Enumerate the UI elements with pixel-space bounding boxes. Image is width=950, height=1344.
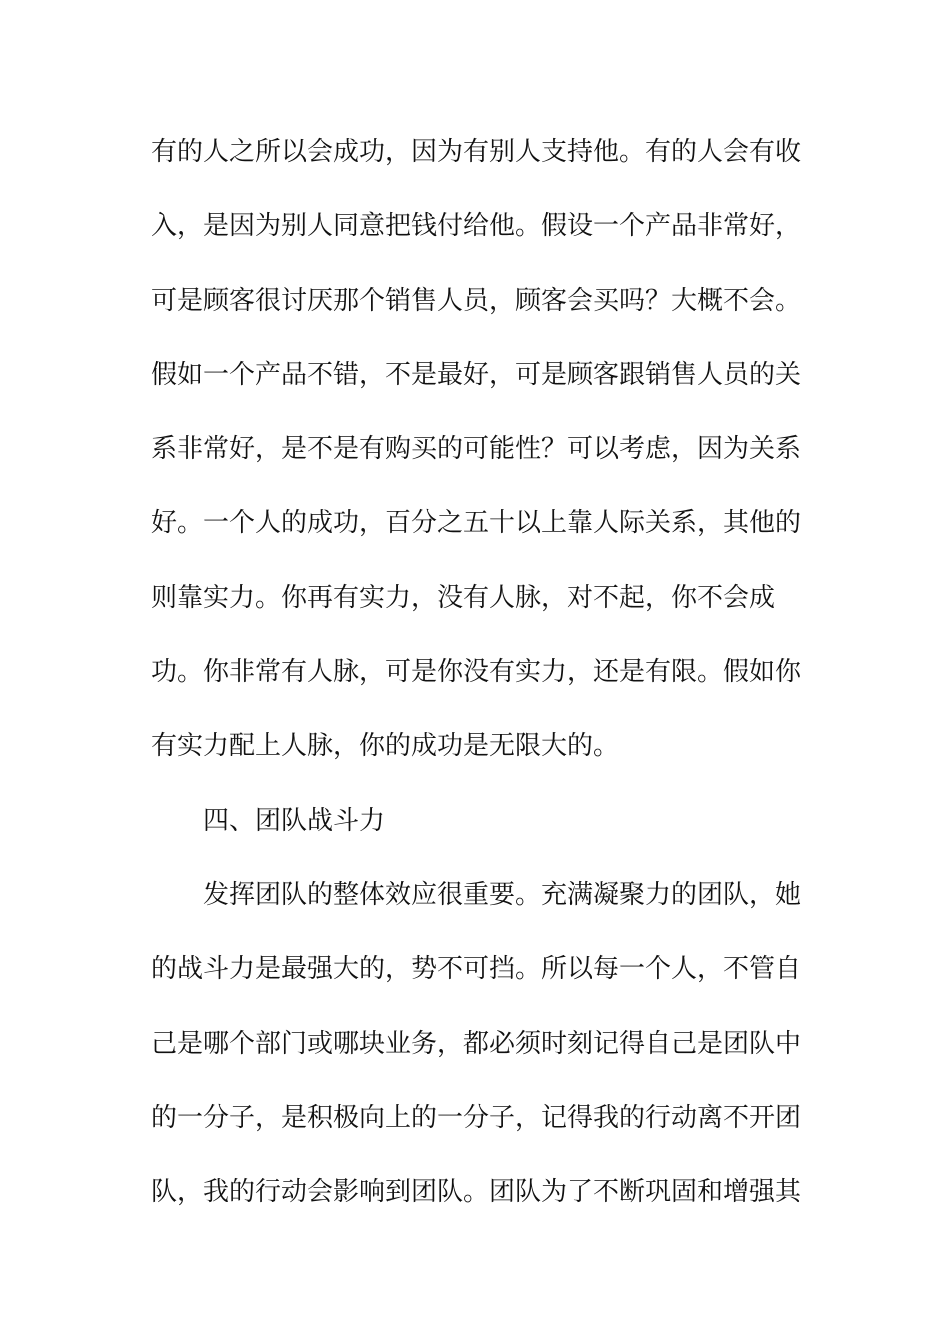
- text-line: 的一分子，是积极向上的一分子，记得我的行动离不开团: [151, 1102, 801, 1133]
- text-line: 的战斗力是最强大的，势不可挡。所以每一个人，不管自: [151, 954, 801, 985]
- text-line: 可是顾客很讨厌那个销售人员，顾客会买吗？大概不会。: [151, 285, 801, 316]
- text-line: 好。一个人的成功，百分之五十以上靠人际关系，其他的: [151, 508, 801, 539]
- body-text: [151, 125, 801, 1239]
- text-line: 有的人之所以会成功，因为有别人支持他。有的人会有收: [151, 137, 801, 167]
- text-line: 入，是因为别人同意把钱付给他。假设一个产品非常好，: [151, 211, 801, 242]
- text-line: 则靠实力。你再有实力，没有人脉，对不起，你不会成: [151, 582, 776, 613]
- text-line: 假如一个产品不错，不是最好，可是顾客跟销售人员的关: [151, 359, 801, 390]
- text-line: 发挥团队的整体效应很重要。充满凝聚力的团队，她: [203, 879, 801, 910]
- text-line: 有实力配上人脉，你的成功是无限大的。: [151, 731, 620, 762]
- text-line: 系非常好，是不是有购买的可能性？可以考虑，因为关系: [151, 434, 801, 465]
- text-line: 功。你非常有人脉，可是你没有实力，还是有限。假如你: [151, 657, 801, 688]
- text-line: 己是哪个部门或哪块业务，都必须时刻记得自己是团队中: [151, 1028, 801, 1059]
- text-line: 队，我的行动会影响到团队。团队为了不断巩固和增强其: [151, 1177, 801, 1208]
- section-heading: 四、团队战斗力: [203, 805, 386, 836]
